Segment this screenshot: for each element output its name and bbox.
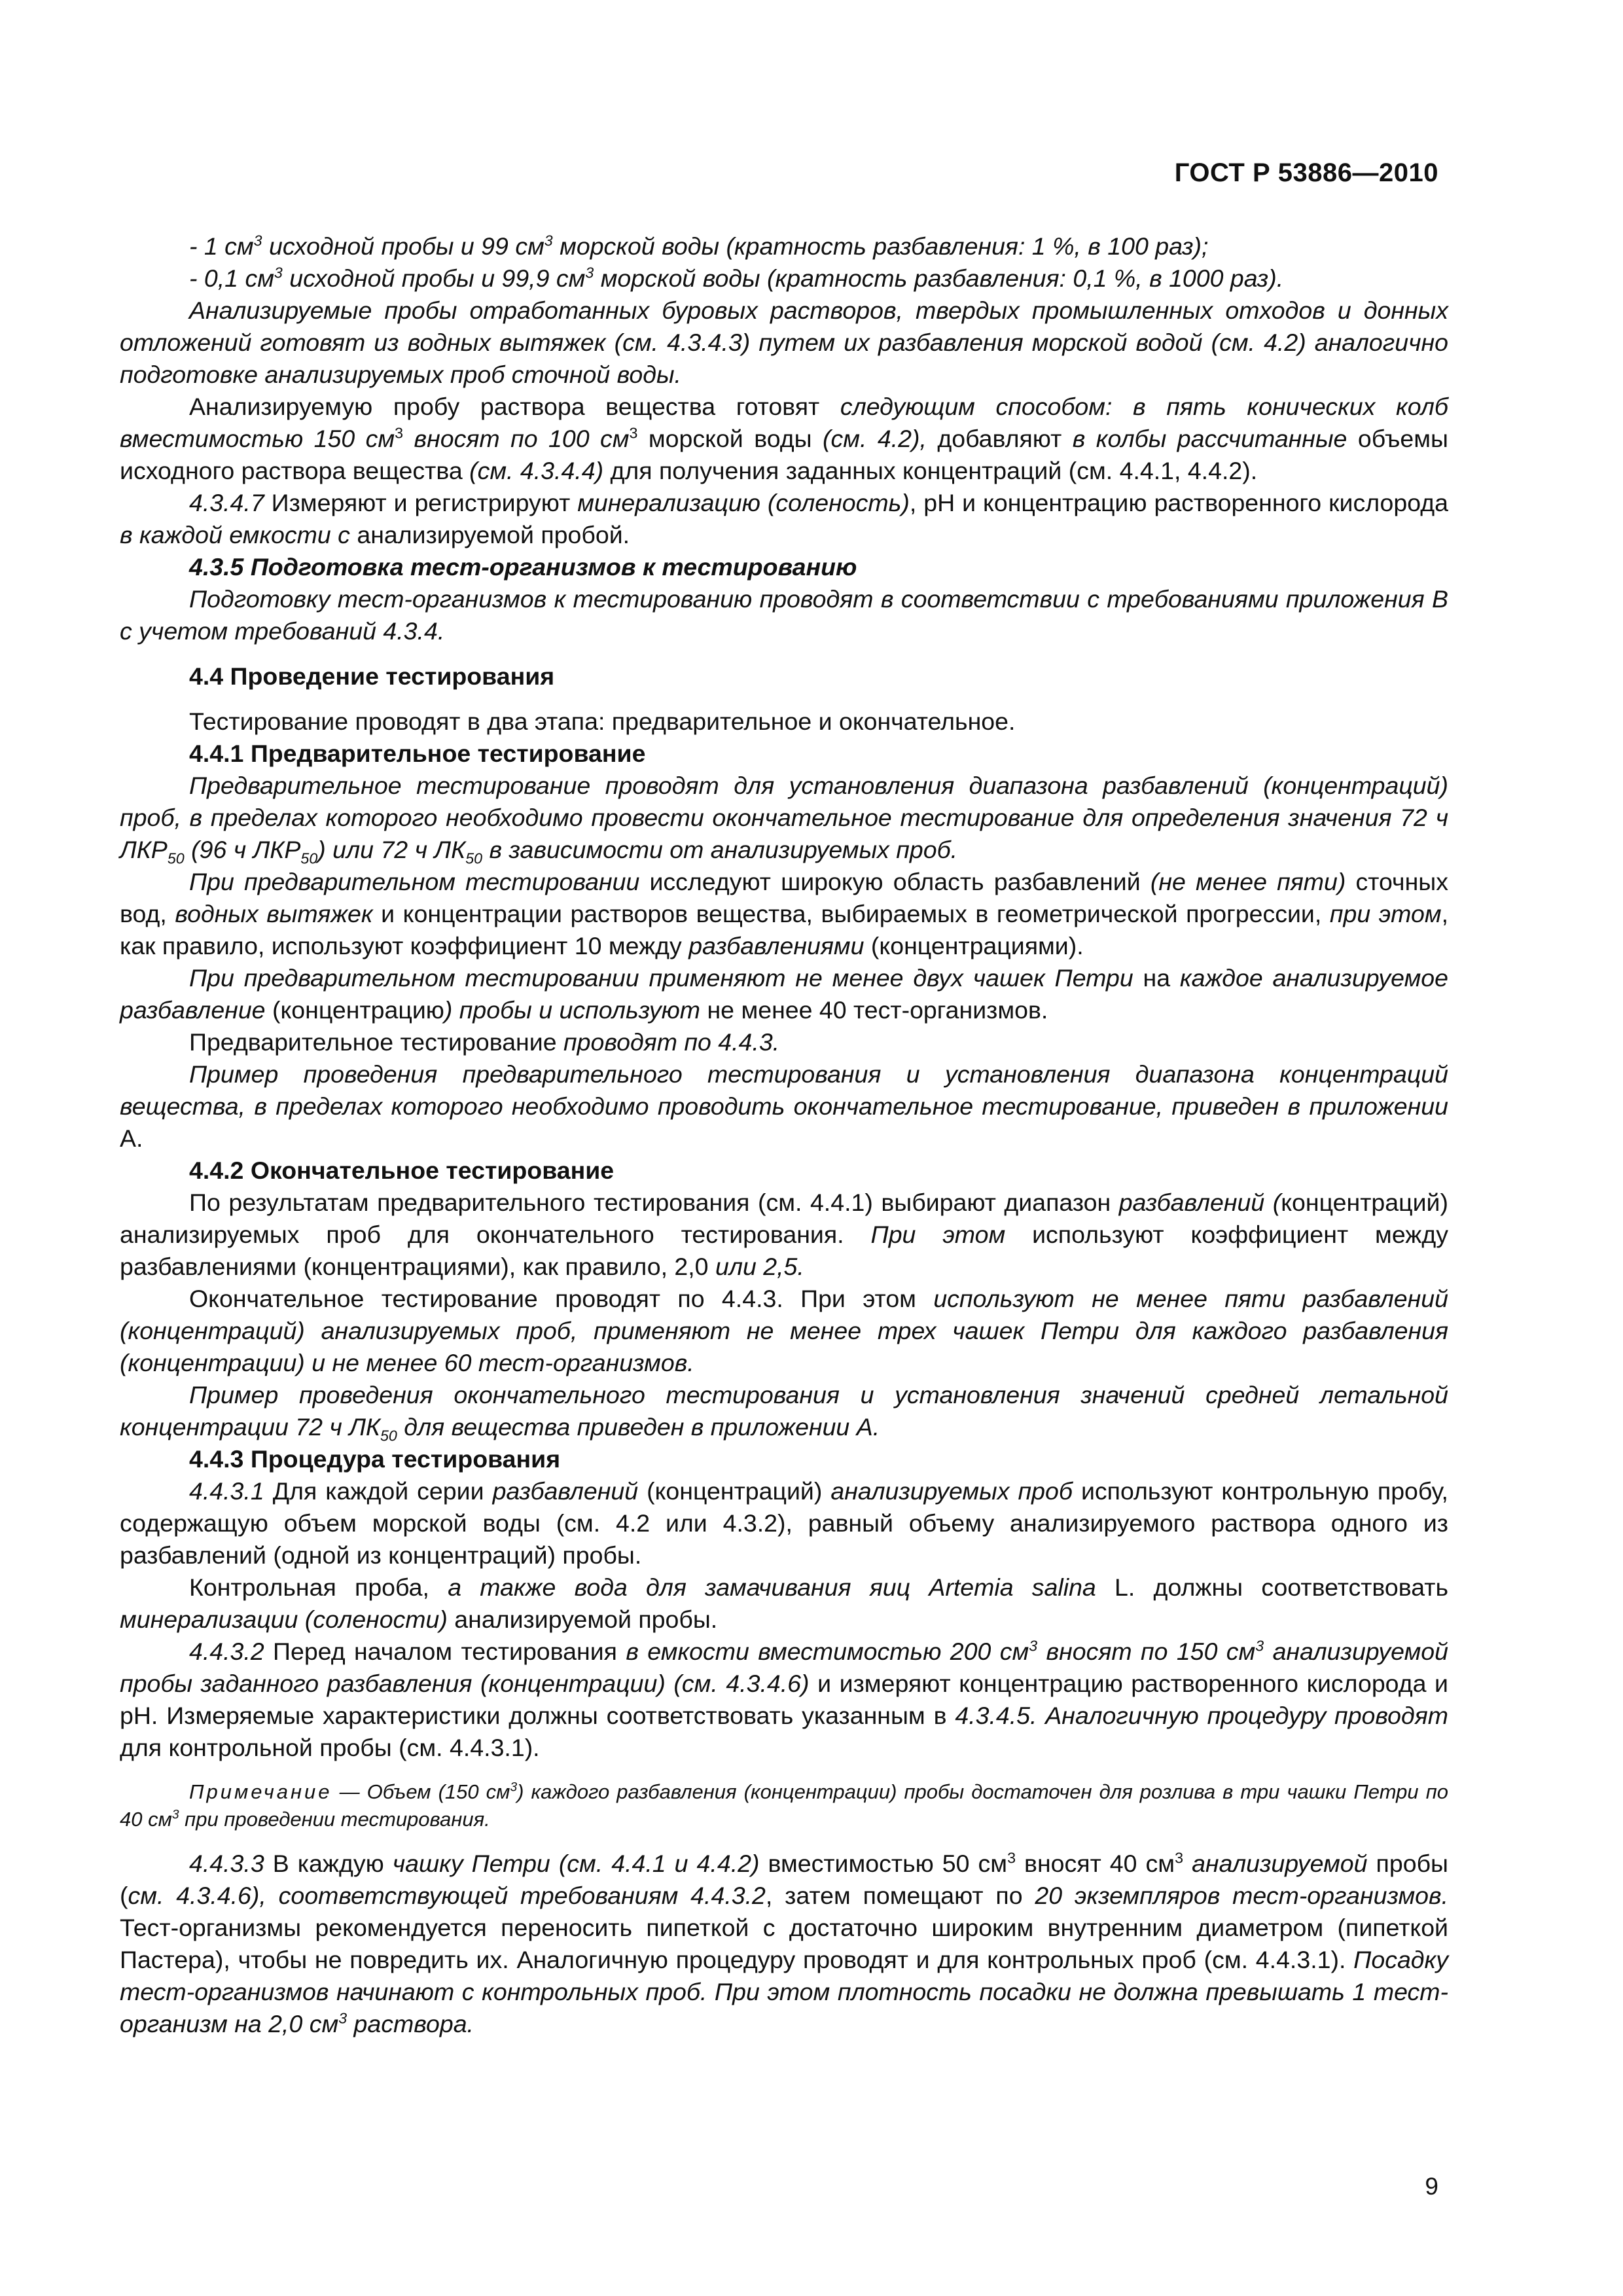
heading-4-4-1: 4.4.1 Предварительное тестирование <box>189 740 646 767</box>
paragraph-final-range: По результатам предварительного тестирования (см. 4.4.1) выбирают диапазон разбавлений (концентраций) анализируемых проб для окончательного тестирования. При этом используют коэффициент между разбавлениями (концентрациями), как правило, 2,0 или 2,5. <box>120 1189 1448 1280</box>
paragraph-4-4-3-3: 4.4.3.3 В каждую чашку Петри (см. 4.4.1 и 4.4.2) вместимостью 50 $см^3$ вносят 40 $см^3$ анализируемой пробы (см. 4.3.4.6), соответствующей требованиям 4.4.3.2, затем помещают по 20 экземпляров тест-организмов. Тест-организмы рекомендуется переносить пипеткой с достаточно широким внутренним диаметром (пипеткой Пастера), чтобы не повредить их. Аналогичную процедуру проводят и для контрольных проб (см. 4.4.3.1). Посадку тест-организмов начинают с контрольных проб. При этом плотность посадки не должна превышать 1 тест-организм на 2,0 $см^3$ раствора. <box>120 1849 1449 2037</box>
paragraph-test-organisms-prep: Подготовку тест-организмов к тестированию проводят в соответствии с требованиями приложения В с учетом требований 4.3.4. <box>120 585 1448 645</box>
paragraph-preliminary-range: При предварительном тестировании исследуют широкую область разбавлений (не менее пяти) сточных вод, водных вытяжек и концентрации растворов вещества, выбираемых в геометрической прогрессии, при этом, как правило, используют коэффициент 10 между разбавлениями (концентрациями). <box>120 868 1448 960</box>
paragraph-4-4-3-1: 4.4.3.1 Для каждой серии разбавлений (концентраций) анализируемых проб используют контрольную пробу, содержащую объем морской воды (см. 4.2 или 4.3.2), равный объему анализируемого раствора одного из разбавлений (одной из концентраций) пробы. <box>120 1477 1448 1569</box>
paragraph-final-example: Пример проведения окончательного тестирования и установления значений средней летальной концентрации 72 ч $ЛК_{50}$ для вещества приведен в приложении А. <box>120 1381 1448 1444</box>
heading-4-4-2: 4.4.2 Окончательное тестирование <box>189 1157 615 1184</box>
paragraph-control-sample: Контрольная проба, а также вода для замачивания яиц Artemia salina L. должны соответствовать минерализации (солености) анализируемой пробы. <box>120 1573 1448 1633</box>
paragraph-two-stages: Тестирование проводят в два этапа: предварительное и окончательное. <box>189 708 1016 735</box>
document-standard-id: ГОСТ Р 53886—2010 <box>1174 158 1438 187</box>
heading-4-3-5: 4.3.5 Подготовка тест-организмов к тестированию <box>189 553 857 581</box>
paragraph-drilling-samples: Анализируемые пробы отработанных буровых растворов, твердых промышленных отходов и донных отложений готовят из водных вытяжек (см. 4.3.4.3) путем их разбавления морской водой (см. 4.2) аналогично подготовке анализируемых проб сточной воды. <box>120 296 1448 388</box>
page-number: 9 <box>1425 2173 1438 2200</box>
heading-4-4: 4.4 Проведение тестирования <box>189 662 555 690</box>
paragraph-preliminary-purpose: Предварительное тестирование проводят для установления диапазона разбавлений (концентраций) проб, в пределах которого необходимо провести окончательное тестирование для определения значения 72 ч $ЛКР_{50}$ (96 ч $ЛКР_{50}$) или 72 ч $ЛК_{50}$ в зависимости от анализируемых проб. <box>120 772 1448 867</box>
paragraph-4-4-3-2: 4.4.3.2 Перед началом тестирования в емкости вместимостью 200 $см^3$ вносят по 150 $см^3$ анализируемой пробы заданного разбавления (концентрации) (см. 4.3.4.6) и измеряют концентрацию растворенного кислорода и pH. Измеряемые характеристики должны соответствовать указанным в 4.3.4.5. Аналогичную процедуру проводят для контрольной пробы (см. 4.4.3.1). <box>120 1637 1449 1761</box>
paragraph-preliminary-example: Пример проведения предварительного тестирования и установления диапазона концентраций вещества, в пределах которого необходимо проводить окончательное тестирование, приведен в приложении А. <box>120 1060 1448 1152</box>
document-body <box>120 230 1448 2040</box>
paragraph-preliminary-procedure: Предварительное тестирование проводят по 4.4.3. <box>189 1028 780 1056</box>
paragraph-preliminary-dishes: При предварительном тестировании применяют не менее двух чашек Петри на каждое анализируемое разбавление (концентрацию) пробы и используют не менее 40 тест-организмов. <box>120 964 1448 1024</box>
paragraph-dilution-1: - 1 $см^3$ исходной пробы и 99 $см^3$ морской воды (кратность разбавления: 1 %, в 100 раз); <box>189 232 1209 260</box>
paragraph-dilution-2: - 0,1 $см^3$ исходной пробы и 99,9 $см^3$ морской воды (кратность разбавления: 0,1 %, в 1000 раз). <box>189 264 1284 292</box>
paragraph-4-3-4-7: 4.3.4.7 Измеряют и регистрируют минерализацию (соленость), pH и концентрацию растворенного кислорода в каждой емкости с анализируемой пробой. <box>120 489 1448 548</box>
heading-4-4-3: 4.4.3 Процедура тестирования <box>189 1445 561 1473</box>
paragraph-final-procedure: Окончательное тестирование проводят по 4.4.3. При этом используют не менее пяти разбавлений (концентраций) анализируемых проб, применяют не менее трех чашек Петри для каждого разбавления (концентрации) и не менее 60 тест-организмов. <box>120 1285 1449 1376</box>
paragraph-substance-solution: Анализируемую пробу раствора вещества готовят следующим способом: в пять конических колб вместимостью 150 $см^3$ вносят по 100 $см^3$ морской воды (см. 4.2), добавляют в колбы рассчитанные объемы исходного раствора вещества (см. 4.3.4.4) для получения заданных концентраций (см. 4.4.1, 4.4.2). <box>120 393 1448 484</box>
note-volume: Примечание — Объем (150 $см^3$) каждого разбавления (концентрации) пробы достаточен для розлива в три чашки Петри по 40 $см^3$ при проведении тестирования. <box>120 1780 1448 1831</box>
